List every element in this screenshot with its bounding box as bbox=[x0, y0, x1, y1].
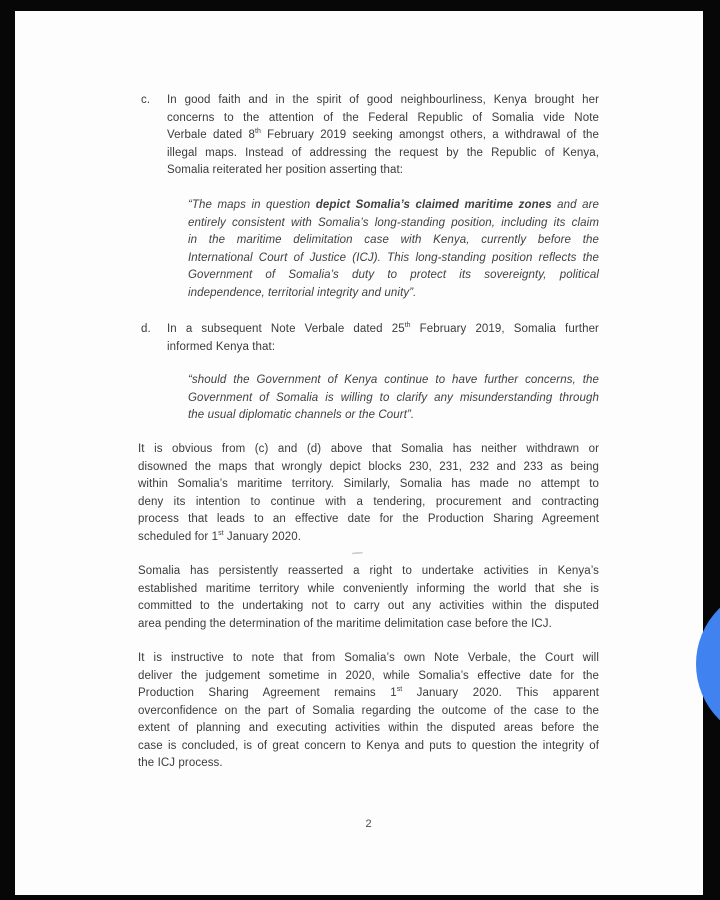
text-line: overconfidence on the part of Somalia regarding the outcome of the case to the bbox=[138, 704, 599, 717]
text-line: deny its intention to continue with a tendering, procurement and contracting bbox=[138, 495, 599, 508]
text-line: the ICJ process. bbox=[138, 757, 223, 769]
text-line: deliver the judgement sometime in 2020, while Somalia’s effective date for the bbox=[138, 669, 599, 682]
superscript-ordinal: th bbox=[255, 128, 261, 136]
text-segment: scheduled for 1 bbox=[138, 530, 219, 543]
blockquote-kenya-concerns bbox=[188, 372, 599, 425]
text-line bbox=[188, 197, 599, 215]
text-line bbox=[138, 685, 599, 703]
text-line: illegal maps. Instead of addressing the request by the Republic of Kenya, bbox=[167, 146, 599, 159]
document-page bbox=[15, 11, 703, 895]
text-line: It is obvious from (c) and (d) above that Somalia has neither withdrawn or bbox=[138, 443, 599, 455]
text-segment: Verbale dated 8 bbox=[167, 129, 256, 141]
text-line: area pending the determination of the maritime delimitation case before the ICJ. bbox=[138, 617, 552, 630]
text-line: Government of Somalia is willing to clarify any misunderstanding through bbox=[188, 391, 599, 404]
text-line: extent of planning and executing activities within the disputed areas before the bbox=[138, 722, 599, 734]
text-line: informed Kenya that: bbox=[167, 340, 276, 353]
superscript-ordinal: st bbox=[396, 686, 403, 694]
paragraph-obvious bbox=[138, 441, 599, 546]
text-line: It is instructive to note that from Somalia’s own Note Verbale, the Court will bbox=[138, 652, 599, 664]
text-line: Somalia has persistently reasserted a right to undertake activities in Kenya’s bbox=[138, 565, 599, 577]
text-line: disowned the maps that wrongly depict blocks 230, 231, 232 and 233 as being bbox=[138, 460, 599, 473]
list-item-d-body bbox=[167, 321, 599, 356]
text-line: independence, territorial integrity and unity”. bbox=[188, 286, 417, 299]
text-line: In good faith and in the spirit of good neighbourliness, Kenya brought her bbox=[167, 94, 599, 106]
text-segment: January 2020. bbox=[223, 530, 302, 543]
text-segment: January 2020. This apparent bbox=[402, 687, 599, 699]
text-segment: and are bbox=[551, 199, 600, 211]
text-line bbox=[167, 321, 599, 339]
list-marker-d: d. bbox=[141, 323, 151, 335]
text-segment: In a subsequent Note Verbale dated 25 bbox=[167, 323, 405, 335]
text-segment: February 2019 seeking amongst others, a withdrawal of the bbox=[260, 129, 600, 141]
text-line: within Somalia’s maritime territory. Similarly, Somalia has made no attempt to bbox=[138, 478, 599, 490]
text-line: “should the Government of Kenya continue to have further concerns, the bbox=[188, 374, 599, 386]
list-item-d bbox=[141, 321, 599, 356]
text-segment: Production Sharing Agreement remains 1 bbox=[138, 687, 397, 699]
text-line bbox=[138, 529, 599, 547]
text-line: concerns to the attention of the Federal Republic of Somalia vide Note bbox=[167, 111, 599, 124]
text-segment: February 2019, Somalia further bbox=[410, 323, 599, 335]
superscript-ordinal: st bbox=[218, 529, 224, 537]
scan-artifact bbox=[352, 552, 363, 558]
superscript-ordinal: th bbox=[404, 322, 411, 330]
text-segment: “The maps in question bbox=[188, 199, 316, 211]
text-line: Somalia reiterated her position asserting that: bbox=[167, 164, 404, 176]
list-item-c-body bbox=[167, 92, 599, 180]
text-line: Government of Somalia’s duty to protect its sovereignty, political bbox=[188, 269, 599, 281]
list-item-c bbox=[141, 92, 599, 180]
text-line: established maritime territory while conveniently informing the world that she is bbox=[138, 582, 599, 595]
text-line: committed to the undertaking not to carry out any activities within the disputed bbox=[138, 600, 599, 612]
bold-text-segment: depict Somalia’s claimed maritime zones bbox=[315, 199, 552, 211]
paragraph-instructive bbox=[138, 650, 599, 773]
text-line: in the maritime delimitation case with Kenya, currently before the bbox=[188, 234, 599, 246]
text-line: case is concluded, is of great concern to Kenya and puts to question the integrity of bbox=[138, 739, 599, 752]
text-line: process that leads to an effective date for the Production Sharing Agreement bbox=[138, 513, 599, 525]
text-line bbox=[167, 127, 599, 145]
text-line: entirely consistent with Somalia’s long-standing position, including its claim bbox=[188, 216, 599, 229]
paragraph-persistent bbox=[138, 563, 599, 633]
text-line: International Court of Justice (ICJ). This long-standing position reflects the bbox=[188, 251, 599, 264]
page-number: 2 bbox=[365, 818, 372, 830]
blockquote-somalia-position bbox=[188, 197, 599, 302]
text-line: the usual diplomatic channels or the Court”. bbox=[188, 409, 415, 421]
list-marker-c: c. bbox=[141, 94, 151, 106]
